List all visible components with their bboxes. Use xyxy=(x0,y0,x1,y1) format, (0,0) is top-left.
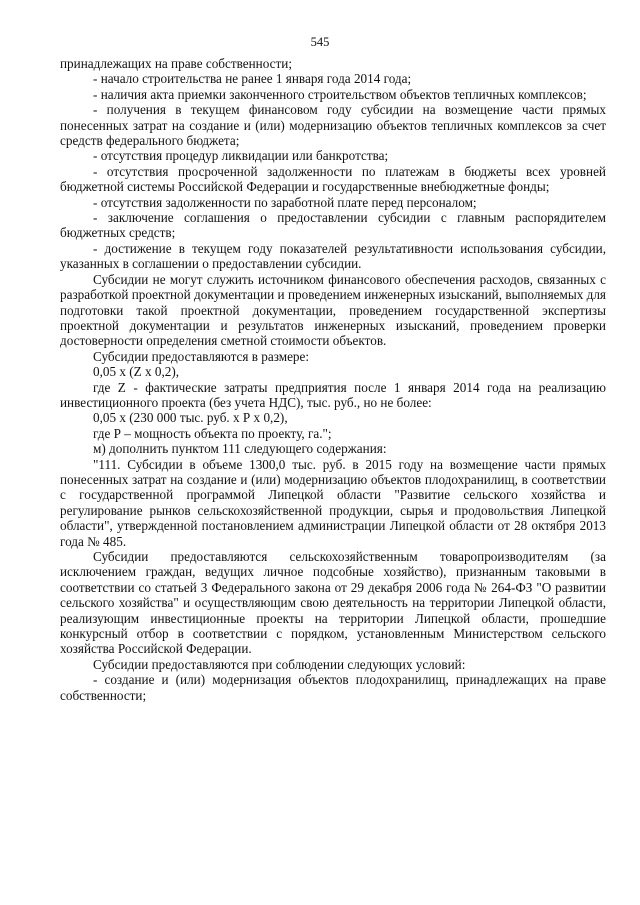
paragraph-7: - отсутствия задолженности по заработной плате перед персоналом; xyxy=(93,194,477,210)
paragraph-2: - начало строительства не ранее 1 января года 2014 года; xyxy=(93,71,412,87)
paragraph-3: - наличия акта приемки законченного строительством объектов тепличных комплексов; xyxy=(93,86,587,102)
paragraph-13: где Z - фактические затраты предприятия после 1 января 2014 года на реализацию инвестиционного проекта (без учета НДС), тыс. руб., но не более: xyxy=(60,379,606,410)
paragraph-4: - получения в текущем финансовом году субсидии на возмещение части прямых понесенных затрат на создание и (или) модернизацию объектов тепличных комплексов за счет средств федерального бюджета; xyxy=(60,102,606,149)
paragraph-8: - заключение соглашения о предоставлении субсидии с главным распорядителем бюджетных средств; xyxy=(60,210,606,241)
paragraph-17: "111. Субсидии в объеме 1300,0 тыс. руб. в 2015 году на возмещение части прямых понесенных затрат на создание и (или) модернизацию объектов плодохранилищ, в соответствии с государственной программой Липецкой области "Развитие сельского хозяйства и регулирование рынков сельскохозяйственной продукции, сырья и продовольствия Липецкой области", утвержденной постановлением администрации Липецкой области от 28 октября 2013 года № 485. xyxy=(60,456,606,549)
formula-1: 0,05 х (Z х 0,2), xyxy=(93,364,180,380)
paragraph-20: - создание и (или) модернизация объектов плодохранилищ, принадлежащих на праве собственности; xyxy=(60,672,606,703)
paragraph-6: - отсутствия просроченной задолженности по платежам в бюджеты всех уровней бюджетной системы Российской Федерации и государственные внебюджетные фонды; xyxy=(60,163,606,195)
paragraph-9: - достижение в текущем году показателей результативности использования субсидии, указанных в соглашении о предоставлении субсидии. xyxy=(60,240,606,272)
paragraph-16: м) дополнить пунктом 111 следующего содержания: xyxy=(93,441,387,457)
paragraph-18: Субсидии предоставляются сельскохозяйственным товаропроизводителям (за исключением граждан, ведущих личное подсобные хозяйство), признанным таковыми в соответствии со статьей 3 Федерального закона от 29 декабря 2006 года № 264-ФЗ "О развитии сельского хозяйства" и осуществляющим свою деятельность на территории Липецкой области, реализующим инвестиционные проекты на территории Липецкой области, прошедшие конкурсный отбор в соответствии с порядком, установленным Министерством сельского хозяйства Российской Федерации. xyxy=(60,549,606,657)
paragraph-15: где Р – мощность объекта по проекту, га."; xyxy=(93,425,332,441)
paragraph-1: принадлежащих на праве собственности; xyxy=(60,56,292,71)
paragraph-10: Субсидии не могут служить источником финансового обеспечения расходов, связанных с разработкой проектной документации и проведением инженерных изысканий, выполняемых для подготовки такой проектной документации, проведением государственной экспертизы проектной документации и результатов инженерных изысканий, проведением проверки достоверности определения сметной стоимости объектов. xyxy=(60,271,606,349)
page-number: 545 xyxy=(310,35,330,49)
paragraph-5: - отсутствия процедур ликвидации или банкротства; xyxy=(93,148,389,164)
paragraph-19: Субсидии предоставляются при соблюдении следующих условий: xyxy=(93,656,466,672)
document-body xyxy=(60,56,606,703)
paragraph-11: Субсидии предоставляются в размере: xyxy=(93,348,310,364)
formula-2: 0,05 х (230 000 тыс. руб. х Р х 0,2), xyxy=(93,410,288,426)
